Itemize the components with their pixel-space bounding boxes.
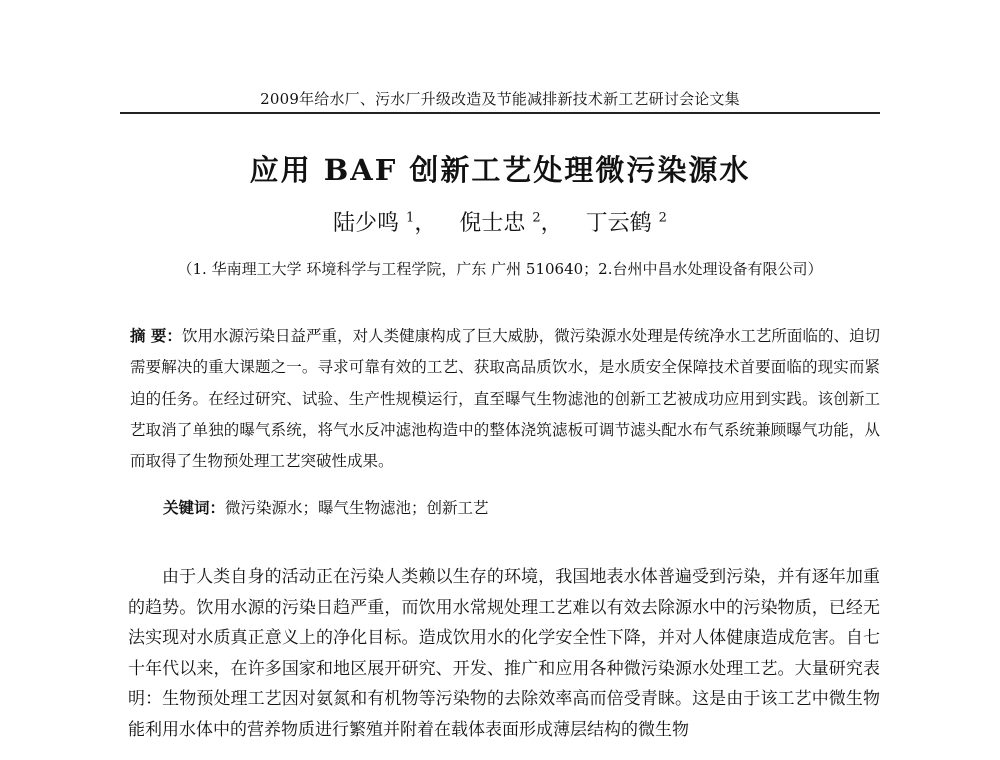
abstract-label: 摘 要： bbox=[130, 326, 182, 345]
author-separator: ， bbox=[540, 211, 563, 236]
abstract bbox=[130, 320, 880, 477]
author-name: 陆少鸣 bbox=[333, 211, 400, 236]
keywords-label: 关键词： bbox=[163, 498, 226, 517]
abstract-text: 饮用水源污染日益严重，对人类健康构成了巨大威胁，微污染源水处理是传统净水工艺所面临的、迫切需要解决的重大课题之一。寻求可靠有效的工艺、获取高品质饮水，是水质安全保障技术首要面临的现实而紧迫的任务。在经过研究、试验、生产性规模运行，直至曝气生物滤池的创新工艺被成功应用到实践。该创新工艺取消了单独的曝气系统，将气水反冲滤池构造中的整体浇筑滤板可调节滤头配水布气系统兼顾曝气功能，从而取得了生物预处理工艺突破性成果。 bbox=[130, 327, 880, 471]
keywords-text: 微污染源水；曝气生物滤池；创新工艺 bbox=[225, 499, 489, 517]
affiliation: （1. 华南理工大学 环境科学与工程学院，广东 广州 510640；2.台州中昌水处理设备有限公司） bbox=[177, 260, 823, 278]
author-affil-mark: 2 bbox=[532, 210, 541, 226]
author bbox=[459, 211, 562, 236]
author bbox=[586, 211, 667, 236]
paper-title: 应用 BAF 创新工艺处理微污染源水 bbox=[249, 153, 751, 187]
running-header: 2009年给水厂、污水厂升级改造及节能减排新技术新工艺研讨会论文集 bbox=[260, 90, 740, 108]
author-name: 倪士忠 bbox=[459, 211, 526, 236]
author-name: 丁云鹤 bbox=[585, 211, 652, 236]
author-affil-mark: 2 bbox=[658, 210, 667, 226]
author bbox=[333, 211, 436, 236]
keywords bbox=[163, 496, 883, 518]
author-separator: ， bbox=[414, 211, 437, 236]
author-affil-mark: 1 bbox=[406, 210, 415, 226]
header-rule bbox=[120, 112, 880, 114]
body-paragraph: 由于人类自身的活动正在污染人类赖以生存的环境，我国地表水体普遍受到污染，并有逐年加重的趋势。饮用水源的污染日趋严重，而饮用水常规处理工艺难以有效去除源水中的污染物质，已经无法实现对水质真正意义上的净化目标。造成饮用水的化学安全性下降，并对人体健康造成危害。自七十年代以来，在许多国家和地区展开研究、开发、推广和应用各种微污染源水处理工艺。大量研究表明：生物预处理工艺因对氨氮和有机物等污染物的去除效率高而倍受青睐。这是由于该工艺中微生物能利用水体中的营养物质进行繁殖并附着在载体表面形成薄层结构的微生物 bbox=[128, 567, 880, 740]
author-list bbox=[0, 206, 1000, 237]
